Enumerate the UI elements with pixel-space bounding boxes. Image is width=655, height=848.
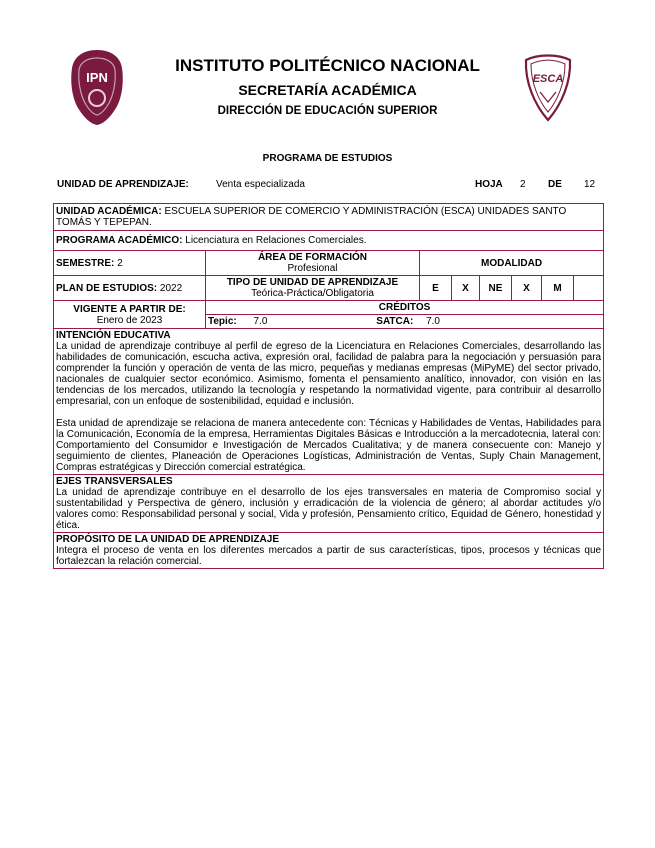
validity-row-1 [54, 301, 604, 315]
unit-value: Venta especializada [216, 179, 305, 190]
transversal-cell [54, 475, 604, 533]
academic-program-row [54, 231, 604, 251]
unit-type-label: TIPO DE UNIDAD DE APRENDIZAJE [226, 277, 399, 288]
transversal-title: EJES TRANSVERSALES [56, 476, 173, 487]
purpose-row [54, 533, 604, 569]
transversal-row [54, 475, 604, 533]
tepic-value: 7.0 [253, 316, 268, 327]
modality-option: NE [480, 276, 512, 301]
of-value: 12 [584, 179, 596, 190]
intention-paragraph: La unidad de aprendizaje contribuye al perfil de egreso de la Licenciatura en Relaciones Comerciales, desarrollando las habilidades de comunicación, escucha activa, expresión oral, facilidad de palabra para la negociación y persuasión para comprender la función y operación de venta de las micro, pequeñas y medianas empresas (MiPyME) del sector privado, nacionales de cualquier sector económico. Asimismo, fomenta el pensamiento analítico, innovador, con visión en las tendencias de los mercados, utilizando la tecnología y respetando la normatividad vigente, para contribuir al desarrollo empresarial, con un enfoque de sostenibilidad, equidad e inclusión. [56, 341, 602, 407]
unit-type-value: Teórica-Práctica/Obligatoria [251, 288, 374, 299]
program-form-table [53, 203, 604, 569]
modality-option [574, 276, 604, 301]
intention-row [54, 329, 604, 475]
academic-unit-label: UNIDAD ACADÉMICA: [56, 206, 162, 217]
institution-title: INSTITUTO POLITÉCNICO NACIONAL [175, 56, 480, 75]
secretariat-title: SECRETARÍA ACADÉMICA [238, 82, 417, 98]
academic-program-value: Licenciatura en Relaciones Comerciales. [185, 235, 367, 246]
semester-cell [54, 251, 206, 276]
unit-type-cell [206, 276, 420, 301]
intention-cell [54, 329, 604, 475]
intention-title: INTENCIÓN EDUCATIVA [56, 330, 171, 341]
page-label: HOJA [475, 179, 503, 190]
plan-value: 2022 [159, 282, 183, 294]
ipn-logo-text: IPN [86, 70, 108, 85]
area-label: ÁREA DE FORMACIÓN [257, 252, 368, 263]
purpose-cell [54, 533, 604, 569]
direction-title: DIRECCIÓN DE EDUCACIÓN SUPERIOR [217, 105, 438, 117]
semester-value: 2 [117, 257, 123, 269]
modality-option: X [452, 276, 480, 301]
valid-from-cell [54, 301, 206, 329]
academic-unit-value: ESCUELA SUPERIOR DE COMERCIO Y ADMINISTRACIÓN (ESCA) UNIDADES SANTO TOMÁS Y TEPEPAN. [56, 206, 567, 228]
semester-row [54, 251, 604, 276]
paragraph-gap [56, 407, 601, 418]
plan-label: PLAN DE ESTUDIOS: [56, 282, 158, 294]
plan-row [54, 276, 604, 301]
esca-logo-text: ESCA [532, 73, 564, 85]
purpose-title: PROPÓSITO DE LA UNIDAD DE APRENDIZAJE [56, 534, 279, 545]
purpose-text: Integra el proceso de venta en los diferentes mercados a partir de sus características, tipos, procesos y técnicas que fortalezcan la relación comercial. [56, 545, 602, 567]
area-value: Profesional [287, 263, 338, 274]
of-label: DE [548, 179, 562, 190]
modality-option: E [420, 276, 452, 301]
credits-header: CRÉDITOS [206, 301, 604, 315]
academic-unit-cell [54, 204, 604, 231]
academic-unit-row [54, 204, 604, 231]
satca-value: 7.0 [426, 316, 440, 327]
modality-option: M [542, 276, 574, 301]
unit-label: UNIDAD DE APRENDIZAJE: [57, 179, 189, 190]
modality-option: X [512, 276, 542, 301]
area-cell [206, 251, 420, 276]
page-value: 2 [520, 179, 526, 190]
intention-paragraph: Esta unidad de aprendizaje se relaciona de manera antecedente con: Técnicas y Habilidades de Ventas, Habilidades para la Comunicación, Economía de la empresa, Herramientas Digitales Básicas e Introducción a la mercadotecnia, lateral con: Comportamiento del Consumidor e Investigación de Mercados Cualitativa; y de manera consecuente con: Manejo y seguimiento de clientes, Planeación de Operaciones Logísticas, Administración de Ventas, Suply Chain Management, Compras estratégicas y Dirección comercial estratégica. [56, 418, 602, 473]
academic-program-cell [54, 231, 604, 251]
modality-header: MODALIDAD [420, 251, 604, 276]
transversal-text: La unidad de aprendizaje contribuye en el desarrollo de los ejes transversales en materia de Compromiso social y sustentabilidad y Perspectiva de género, inclusión y erradicación de la violencia de género; al abordar actitudes y/o valores como: Responsabilidad personal y social, Vida y profesión, Pensamiento crítico, Equidad de Género, honestidad y ética. [56, 487, 602, 531]
semester-label: SEMESTRE: [56, 257, 115, 269]
academic-program-label: PROGRAMA ACADÉMICO: [56, 235, 183, 246]
tepic-label: Tepic: [208, 316, 237, 327]
valid-from-label: VIGENTE A PARTIR DE: [73, 303, 186, 315]
satca-label: SATCA: [376, 316, 414, 327]
valid-from-value: Enero de 2023 [96, 314, 163, 326]
plan-cell [54, 276, 206, 301]
credits-values-cell [206, 315, 604, 329]
program-title: PROGRAMA DE ESTUDIOS [262, 153, 393, 164]
